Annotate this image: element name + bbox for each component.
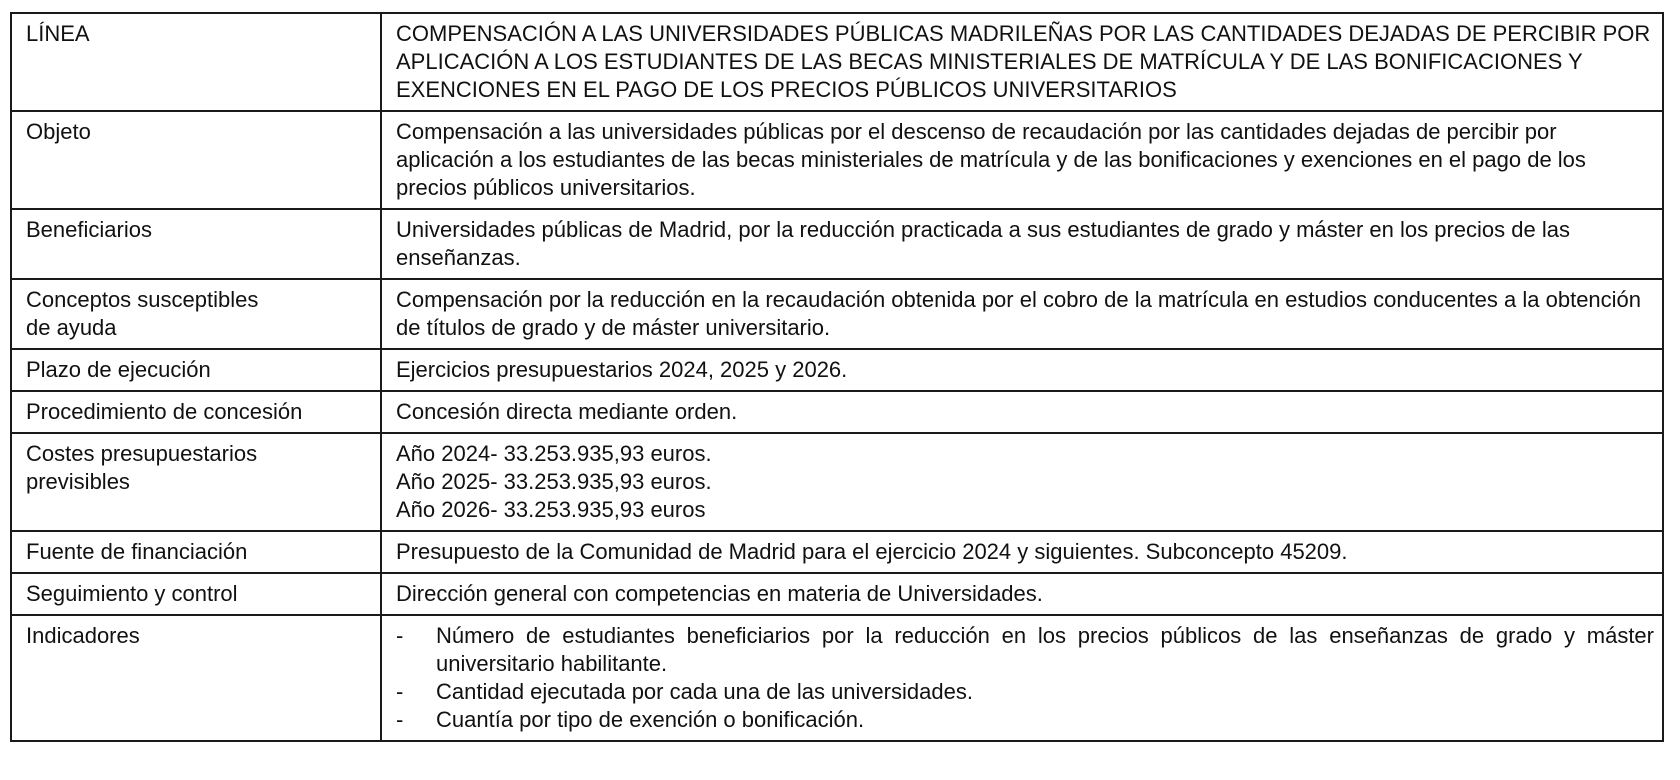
row-label-objeto: Objeto bbox=[11, 111, 381, 209]
dash-bullet: - bbox=[396, 623, 404, 648]
row-label-seguimiento: Seguimiento y control bbox=[11, 573, 381, 615]
row-label-conceptos-line2: de ayuda bbox=[26, 315, 117, 340]
list-item bbox=[396, 678, 1654, 706]
row-value-objeto: Compensación a las universidades públicas por el descenso de recaudación por las cantidades dejadas de percibir por aplicación a los estudiantes de las becas ministeriales de matrícula y de las bonificaciones y exenciones en el pago de los precios públicos universitarios. bbox=[381, 111, 1663, 209]
table-header-row bbox=[11, 13, 1663, 111]
cost-line-2026: Año 2026- 33.253.935,93 euros bbox=[396, 497, 706, 522]
table-row bbox=[11, 349, 1663, 391]
table-row bbox=[11, 111, 1663, 209]
row-label-costes-line2: previsibles bbox=[26, 469, 130, 494]
subsidy-line-table bbox=[10, 12, 1664, 742]
row-value-fuente: Presupuesto de la Comunidad de Madrid para el ejercicio 2024 y siguientes. Subconcepto 45209. bbox=[381, 531, 1663, 573]
cost-line-2025: Año 2025- 33.253.935,93 euros. bbox=[396, 469, 712, 494]
list-item bbox=[396, 622, 1654, 678]
row-value-plazo: Ejercicios presupuestarios 2024, 2025 y 2026. bbox=[381, 349, 1663, 391]
row-value-procedimiento: Concesión directa mediante orden. bbox=[381, 391, 1663, 433]
row-value-conceptos: Compensación por la reducción en la recaudación obtenida por el cobro de la matrícula en estudios conducentes a la obtención de títulos de grado y de máster universitario. bbox=[381, 279, 1663, 349]
cost-line-2024: Año 2024- 33.253.935,93 euros. bbox=[396, 441, 712, 466]
row-label-indicadores: Indicadores bbox=[11, 615, 381, 741]
indicator-text: Cuantía por tipo de exención o bonificación. bbox=[436, 707, 865, 732]
row-label-conceptos bbox=[11, 279, 381, 349]
list-item bbox=[396, 706, 1654, 734]
row-label-conceptos-line1: Conceptos susceptibles bbox=[26, 287, 259, 312]
row-label-plazo: Plazo de ejecución bbox=[11, 349, 381, 391]
row-value-indicadores bbox=[381, 615, 1663, 741]
table-row bbox=[11, 531, 1663, 573]
row-label-fuente: Fuente de financiación bbox=[11, 531, 381, 573]
indicator-text: Número de estudiantes beneficiarios por la reducción en los precios públicos de las enseñanzas de grado y máster universitario habilitante. bbox=[436, 623, 1654, 676]
header-line-title: COMPENSACIÓN A LAS UNIVERSIDADES PÚBLICAS MADRILEÑAS POR LAS CANTIDADES DEJADAS DE PERCIBIR POR APLICACIÓN A LOS ESTUDIANTES DE LAS BECAS MINISTERIALES DE MATRÍCULA Y DE LAS BONIFICACIONES Y EXENCIONES EN EL PAGO DE LOS PRECIOS PÚBLICOS UNIVERSITARIOS bbox=[381, 13, 1663, 111]
row-label-procedimiento: Procedimiento de concesión bbox=[11, 391, 381, 433]
row-value-seguimiento: Dirección general con competencias en materia de Universidades. bbox=[381, 573, 1663, 615]
header-linea: LÍNEA bbox=[11, 13, 381, 111]
row-label-beneficiarios: Beneficiarios bbox=[11, 209, 381, 279]
indicator-text: Cantidad ejecutada por cada una de las universidades. bbox=[436, 679, 973, 704]
indicator-list bbox=[396, 622, 1654, 734]
table-row bbox=[11, 615, 1663, 741]
row-value-costes bbox=[381, 433, 1663, 531]
table-row bbox=[11, 391, 1663, 433]
document-sheet bbox=[10, 12, 1662, 742]
row-label-costes-line1: Costes presupuestarios bbox=[26, 441, 258, 466]
table-row bbox=[11, 433, 1663, 531]
dash-bullet: - bbox=[396, 679, 404, 704]
row-value-beneficiarios: Universidades públicas de Madrid, por la reducción practicada a sus estudiantes de grado y máster en los precios de las enseñanzas. bbox=[381, 209, 1663, 279]
table-row bbox=[11, 209, 1663, 279]
dash-bullet: - bbox=[396, 707, 404, 732]
table-row bbox=[11, 279, 1663, 349]
row-label-costes bbox=[11, 433, 381, 531]
table-row bbox=[11, 573, 1663, 615]
